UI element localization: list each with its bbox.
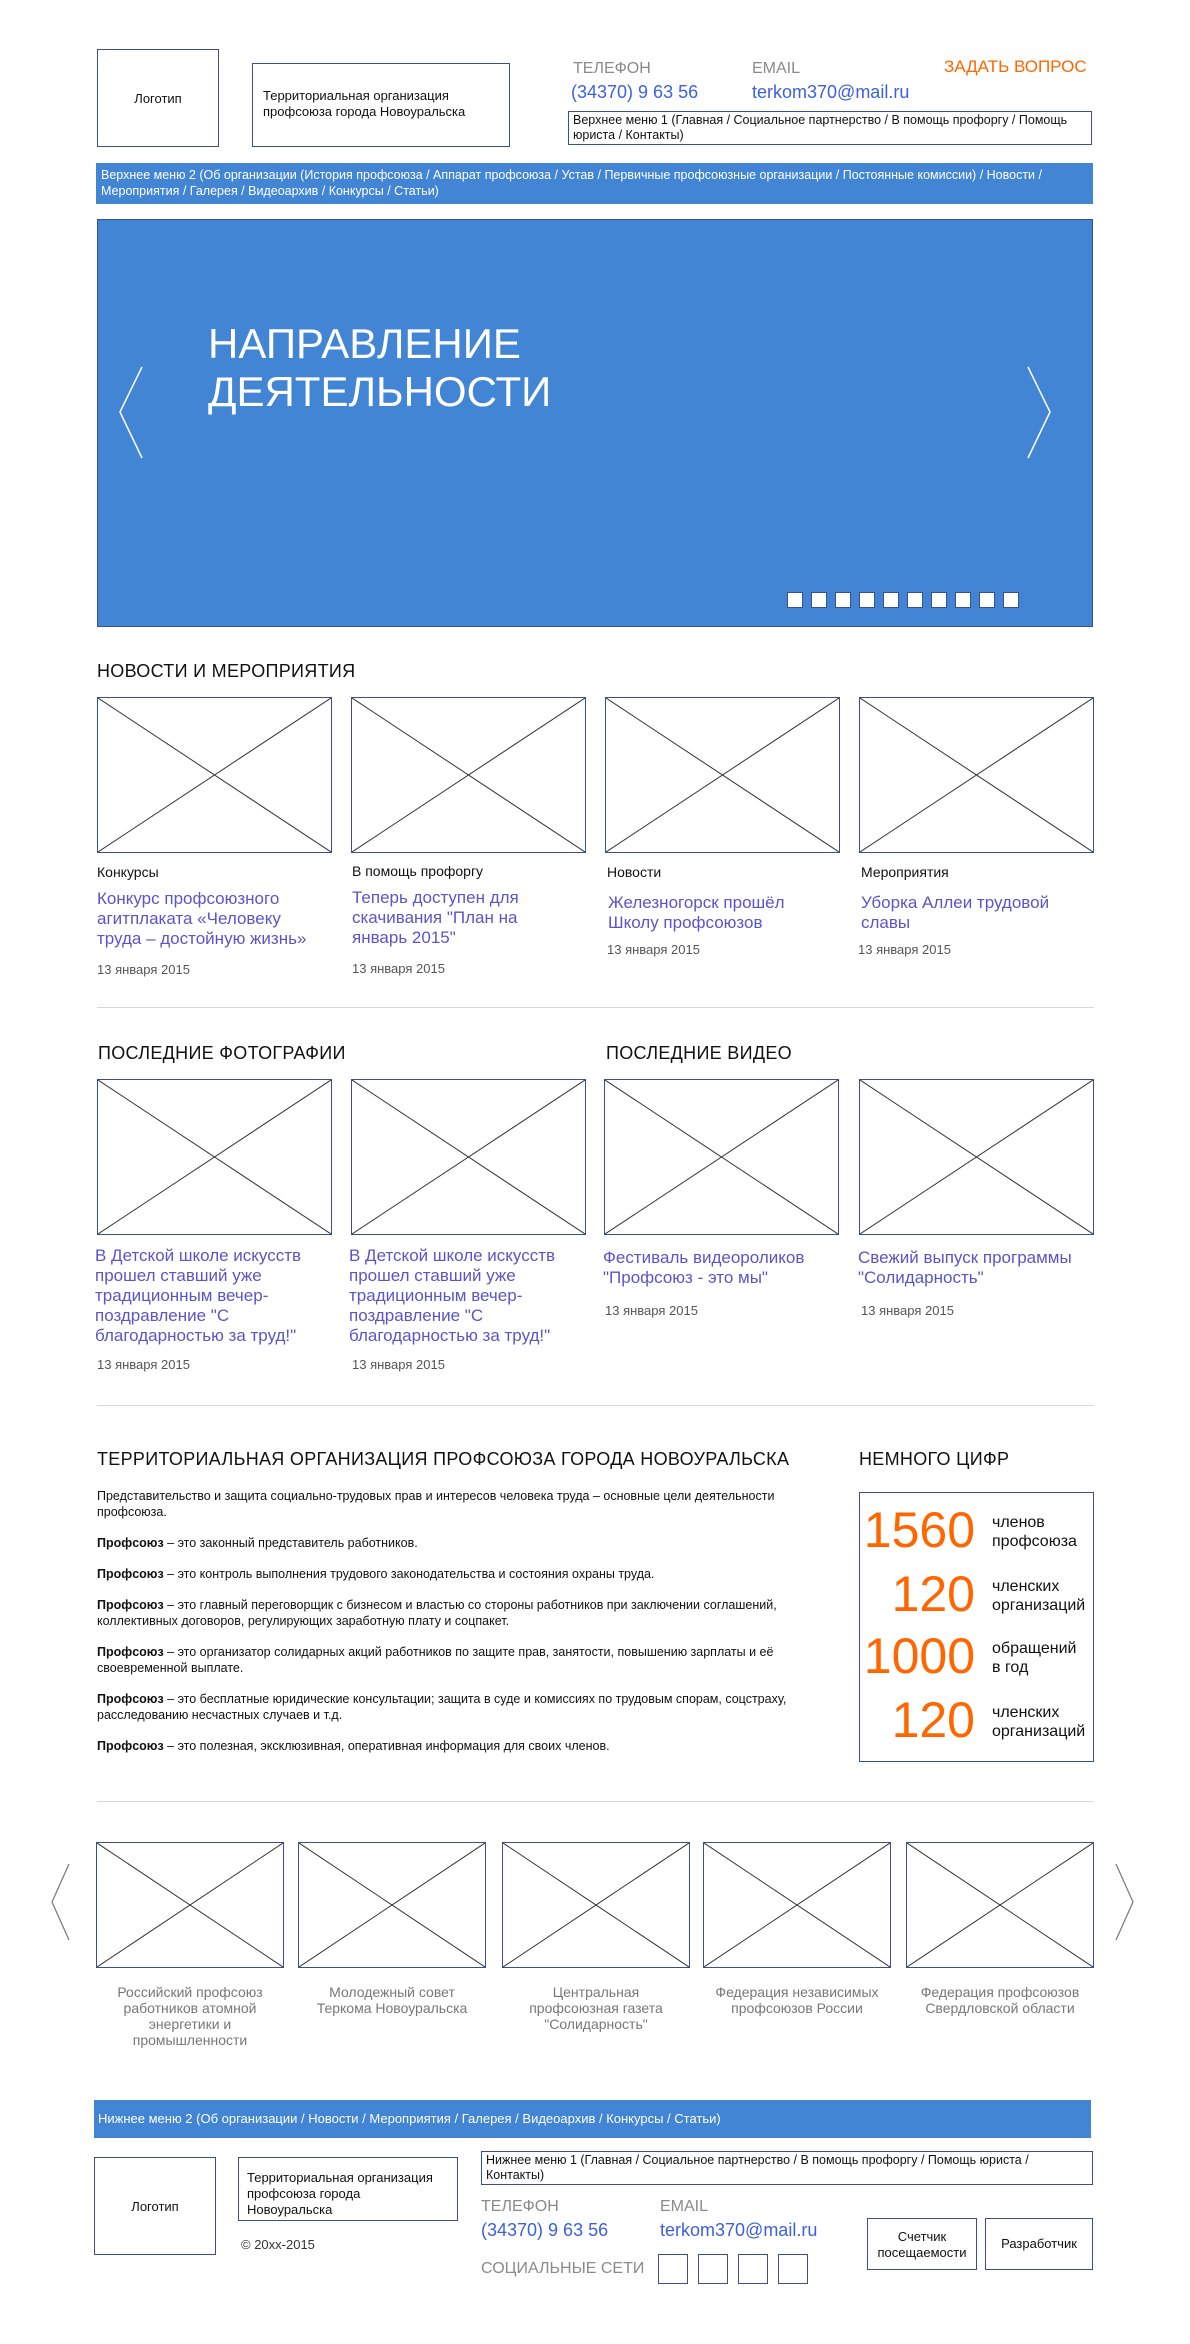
slider-dot[interactable] xyxy=(907,592,923,608)
social-icon-3[interactable] xyxy=(738,2254,768,2284)
news-image-1[interactable] xyxy=(97,697,332,853)
photo-date-2: 13 января 2015 xyxy=(352,1357,445,1372)
about-point-2: Профсоюз – это контроль выполнения трудового законодательства и состояния охраны труда. xyxy=(97,1567,655,1581)
social-networks-label: СОЦИАЛЬНЫЕ СЕТИ xyxy=(481,2260,645,2277)
video-image-2[interactable] xyxy=(859,1079,1094,1235)
top-menu-2-label: Верхнее меню 2 (Об организации (История профсоюза / Аппарат профсоюза / Устав / Первичные профсоюзные организации / Постоянные комиссии) / Новости / Мероприятия / Галерея / Видеоархив / Конкурсы / Статьи) xyxy=(101,168,1042,198)
footer-phone-label: ТЕЛЕФОН xyxy=(481,2198,559,2215)
org-name-box xyxy=(252,63,510,147)
stat-number-1: 1560 xyxy=(863,1502,975,1558)
video-title-2[interactable]: Свежий выпуск программы "Солидарность" xyxy=(858,1248,1072,1287)
partner-caption-2[interactable]: Молодежный совет Теркома Новоуральска xyxy=(316,1984,468,2016)
partners-prev-arrow-icon[interactable] xyxy=(49,1862,71,1942)
about-point-3: Профсоюз – это главный переговорщик с бизнесом и властью со стороны работников при заключении соглашений, коллективных договоров, регулирующих заработную плату и соцпакет. xyxy=(97,1598,777,1628)
phone-label: ТЕЛЕФОН xyxy=(573,60,651,77)
footer-email-link[interactable]: terkom370@mail.ru xyxy=(660,2220,818,2240)
slider-next-arrow-icon[interactable] xyxy=(1024,365,1054,460)
stat-label-4: членских организаций xyxy=(992,1704,1086,1740)
videos-heading: ПОСЛЕДНИЕ ВИДЕО xyxy=(606,1043,792,1063)
slider-title-line1: НАПРАВЛЕНИЕ xyxy=(208,320,521,367)
slider-dot[interactable] xyxy=(787,592,803,608)
logo-label: Логотип xyxy=(134,90,182,106)
about-text xyxy=(97,1488,807,1769)
visit-counter-label: Счетчик посещаемости xyxy=(877,2229,967,2260)
stats-box xyxy=(859,1492,1094,1762)
news-heading: НОВОСТИ И МЕРОПРИЯТИЯ xyxy=(97,661,356,681)
news-image-3[interactable] xyxy=(605,697,840,853)
partner-logo-3[interactable] xyxy=(502,1842,690,1968)
social-icon-2[interactable] xyxy=(698,2254,728,2284)
about-intro: Представительство и защита социально-трудовых прав и интересов человека труда – основные цели деятельности профсоюза. xyxy=(97,1489,775,1519)
about-point-6: Профсоюз – это полезная, эксклюзивная, оперативная информация для своих членов. xyxy=(97,1739,610,1753)
slider-dots xyxy=(787,592,1027,612)
partner-caption-5[interactable]: Федерация профсоюзов Свердловской области xyxy=(920,1984,1080,2016)
slider-dot[interactable] xyxy=(883,592,899,608)
news-title-3[interactable]: Железногорск прошёл Школу профсоюзов xyxy=(608,893,785,932)
slider-dot[interactable] xyxy=(955,592,971,608)
news-category-2[interactable]: В помощь профоргу xyxy=(352,863,484,879)
photo-image-2[interactable] xyxy=(351,1079,586,1235)
slider-dot[interactable] xyxy=(931,592,947,608)
slider-dot[interactable] xyxy=(835,592,851,608)
stat-number-4: 120 xyxy=(891,1692,975,1748)
about-heading: ТЕРРИТОРИАЛЬНАЯ ОРГАНИЗАЦИЯ ПРОФСОЮЗА ГОРОДА НОВОУРАЛЬСКА xyxy=(97,1449,790,1469)
logo[interactable] xyxy=(97,49,219,147)
footer-phone-number[interactable]: (34370) 9 63 56 xyxy=(481,2220,609,2240)
stat-label-1: членов профсоюза xyxy=(992,1514,1077,1550)
news-title-4[interactable]: Уборка Аллеи трудовой славы xyxy=(861,893,1050,932)
video-date-1: 13 января 2015 xyxy=(605,1303,698,1318)
developer-label: Разработчик xyxy=(1001,2236,1077,2251)
top-menu-1[interactable] xyxy=(568,111,1092,145)
slider-dot[interactable] xyxy=(811,592,827,608)
footer-logo-label: Логотип xyxy=(131,2198,179,2214)
partner-caption-4[interactable]: Федерация независимых профсоюзов России xyxy=(715,1984,879,2016)
visit-counter[interactable] xyxy=(867,2218,977,2270)
news-date-1: 13 января 2015 xyxy=(97,962,190,977)
ask-question-link[interactable]: ЗАДАТЬ ВОПРОС xyxy=(944,57,1087,76)
footer-org-name: Территориальная организация профсоюза города Новоуральска xyxy=(247,2170,433,2217)
slider-prev-arrow-icon[interactable] xyxy=(116,365,146,460)
stat-label-2: членских организаций xyxy=(992,1578,1086,1614)
email-link[interactable]: terkom370@mail.ru xyxy=(752,82,910,102)
stat-label-3: обращений в год xyxy=(992,1640,1077,1676)
slider-dot[interactable] xyxy=(979,592,995,608)
copyright: © 20xx-2015 xyxy=(241,2237,315,2252)
photo-title-1[interactable]: В Детской школе искусств прошел ставший уже традиционным вечер-поздравление "С благодарностью за труд!" xyxy=(95,1246,302,1345)
stat-number-2: 120 xyxy=(891,1566,975,1622)
partner-logo-4[interactable] xyxy=(703,1842,891,1968)
photo-title-2[interactable]: В Детской школе искусств прошел ставший уже традиционным вечер-поздравление "С благодарностью за труд!" xyxy=(349,1246,556,1345)
about-point-5: Профсоюз – это бесплатные юридические консультации; защита в суде и комиссиях по трудовым спорам, соцстраху, расследованию несчастных случаев и т.д. xyxy=(97,1692,787,1722)
top-menu-2[interactable] xyxy=(96,163,1093,204)
news-date-4: 13 января 2015 xyxy=(858,942,951,957)
video-date-2: 13 января 2015 xyxy=(861,1303,954,1318)
partner-logo-5[interactable] xyxy=(906,1842,1094,1968)
slider-dot[interactable] xyxy=(859,592,875,608)
news-date-2: 13 января 2015 xyxy=(352,961,445,976)
hero-slider xyxy=(97,219,1093,627)
slider-dot[interactable] xyxy=(1003,592,1019,608)
email-label: EMAIL xyxy=(752,60,801,77)
divider-2 xyxy=(97,1405,1094,1406)
photos-heading: ПОСЛЕДНИЕ ФОТОГРАФИИ xyxy=(98,1043,346,1063)
partner-caption-1[interactable]: Российский профсоюз работников атомной энергетики и промышленности xyxy=(117,1984,263,2048)
bottom-menu-2-label: Нижнее меню 2 (Об организации / Новости / Мероприятия / Галерея / Видеоархив / Конкурсы / Статьи) xyxy=(98,2111,721,2126)
about-point-4: Профсоюз – это организатор солидарных акций работников по защите прав, занятости, повышению зарплаты и её своевременной выплате. xyxy=(97,1645,774,1675)
divider-3 xyxy=(97,1801,1094,1802)
footer-org-name-box xyxy=(238,2157,458,2221)
social-icon-4[interactable] xyxy=(778,2254,808,2284)
partners-next-arrow-icon[interactable] xyxy=(1114,1862,1136,1942)
footer-email-label: EMAIL xyxy=(660,2198,709,2215)
footer-logo[interactable] xyxy=(94,2157,216,2255)
partner-logo-2[interactable] xyxy=(298,1842,486,1968)
divider-1 xyxy=(97,1007,1094,1008)
slider-title-line2: ДЕЯТЕЛЬНОСТИ xyxy=(208,368,552,415)
partner-logo-1[interactable] xyxy=(96,1842,284,1968)
developer-link[interactable] xyxy=(985,2218,1093,2270)
top-menu-1-label: Верхнее меню 1 (Главная / Социальное партнерство / В помощь профоргу / Помощь юриста / Контакты) xyxy=(573,113,1068,142)
news-image-2[interactable] xyxy=(351,697,586,853)
news-title-2[interactable]: Теперь доступен для скачивания "План на январь 2015" xyxy=(352,888,519,947)
news-category-1[interactable]: Конкурсы xyxy=(97,864,159,880)
social-icon-1[interactable] xyxy=(658,2254,688,2284)
stat-number-3: 1000 xyxy=(863,1628,975,1684)
video-image-1[interactable] xyxy=(604,1079,839,1235)
bottom-menu-2[interactable] xyxy=(94,2100,1091,2138)
news-title-1[interactable]: Конкурс профсоюзного агитплаката «Человеку труда – достойную жизнь» xyxy=(97,889,307,948)
photo-date-1: 13 января 2015 xyxy=(97,1357,190,1372)
slider-title xyxy=(208,320,551,416)
news-date-3: 13 января 2015 xyxy=(607,942,700,957)
stats-heading: НЕМНОГО ЦИФР xyxy=(859,1449,1010,1469)
about-point-1: Профсоюз – это законный представитель работников. xyxy=(97,1536,418,1550)
phone-number[interactable]: (34370) 9 63 56 xyxy=(571,82,699,102)
bottom-menu-1[interactable] xyxy=(481,2151,1093,2185)
news-category-3[interactable]: Новости xyxy=(607,864,662,880)
partner-caption-3[interactable]: Центральная профсоюзная газета "Солидарность" xyxy=(529,1984,663,2032)
news-category-4[interactable]: Мероприятия xyxy=(861,864,949,880)
bottom-menu-1-label: Нижнее меню 1 (Главная / Социальное партнерство / В помощь профоргу / Помощь юриста / Контакты) xyxy=(486,2153,1029,2182)
news-image-4[interactable] xyxy=(859,697,1094,853)
photo-image-1[interactable] xyxy=(97,1079,332,1235)
video-title-1[interactable]: Фестиваль видеороликов "Профсоюз - это мы" xyxy=(603,1248,805,1287)
org-name: Территориальная организация профсоюза города Новоуральска xyxy=(263,88,466,119)
